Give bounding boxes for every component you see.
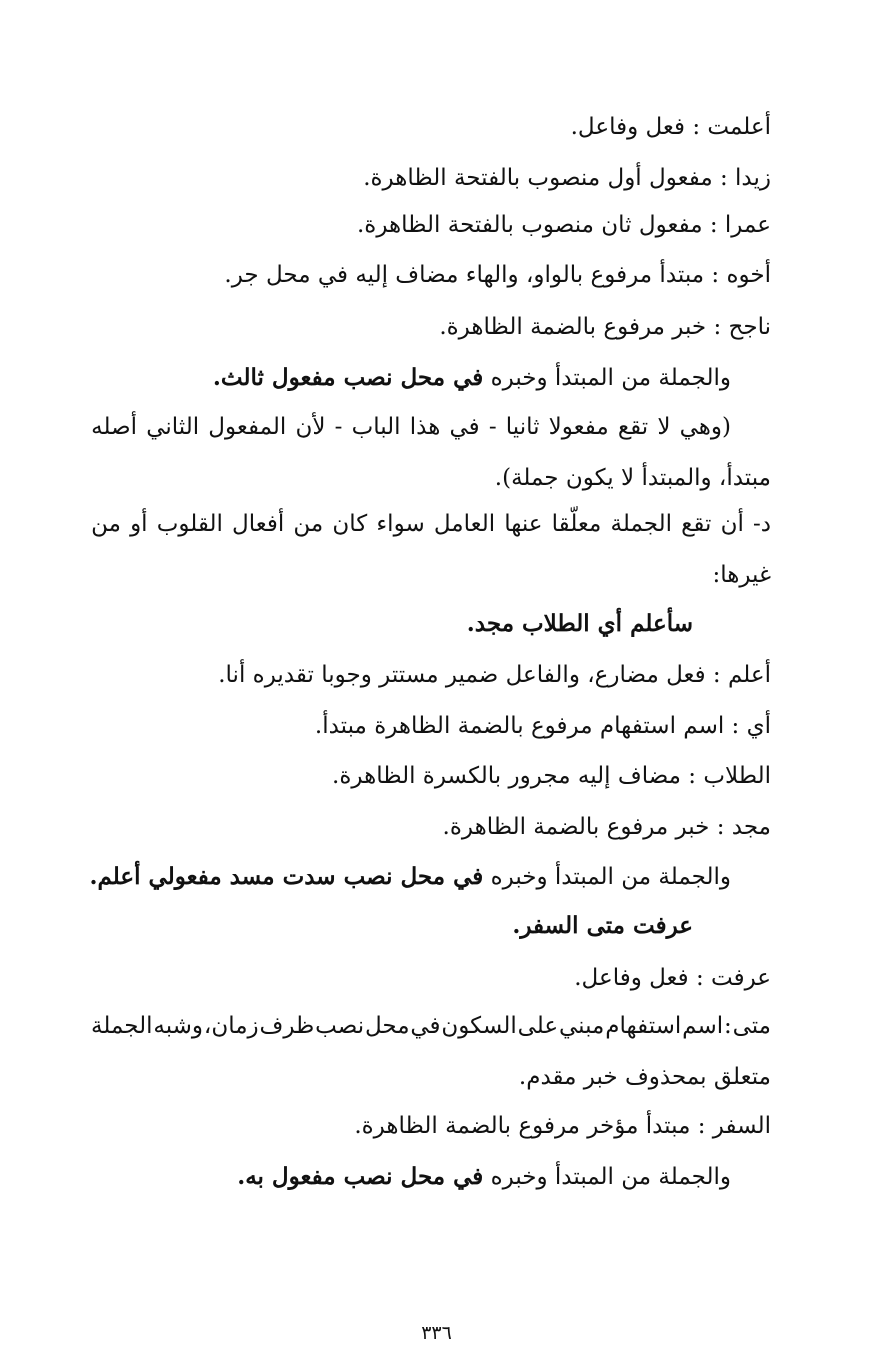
text-line: ناجح : خبر مرفوع بالضمة الظاهرة. xyxy=(439,314,771,340)
text-line: أعلم : فعل مضارع، والفاعل ضمير مستتر وجوبا تقديره أنا. xyxy=(218,662,771,688)
text-line: أعلمت : فعل وفاعل. xyxy=(570,114,771,140)
word: ظرف xyxy=(259,1013,315,1039)
word: سواء xyxy=(376,511,425,537)
word: عنها xyxy=(504,511,543,537)
word: - xyxy=(488,414,497,440)
text-line: متعلق بمحذوف خبر مقدم. xyxy=(518,1064,771,1090)
word: أصله xyxy=(91,414,138,440)
word: على xyxy=(517,1013,559,1039)
bold-text-segment: في محل نصب مفعول به. xyxy=(237,1163,484,1190)
example-sentence: سأعلم أي الطلاب مجد. xyxy=(466,610,693,637)
text-line: مبتدأ، والمبتدأ لا يكون جملة). xyxy=(494,465,771,491)
text-line xyxy=(237,1165,731,1189)
text-line-justified xyxy=(91,513,771,536)
text-line: عرفت : فعل وفاعل. xyxy=(574,965,771,991)
text-line-justified xyxy=(91,1015,771,1038)
word: مفعولا xyxy=(548,414,609,440)
word: ثانيا xyxy=(505,414,540,440)
word: زمان، xyxy=(203,1013,259,1039)
word: د- xyxy=(752,511,771,537)
bold-text-segment: في محل نصب مفعول ثالث. xyxy=(212,364,484,391)
word: المفعول xyxy=(208,414,287,440)
word: تقع xyxy=(681,511,712,537)
word: في xyxy=(449,414,480,440)
text-line: غيرها: xyxy=(712,562,771,588)
page-number: ٣٣٦ xyxy=(421,1322,452,1344)
word: هذا xyxy=(409,414,441,440)
text-line: أخوه : مبتدأ مرفوع بالواو، والهاء مضاف إليه في محل جر. xyxy=(224,262,771,288)
text-line: السفر : مبتدأ مؤخر مرفوع بالضمة الظاهرة. xyxy=(354,1113,771,1139)
word: من xyxy=(91,511,121,537)
word: مبني xyxy=(559,1013,605,1039)
word: القلوب xyxy=(156,511,223,537)
text-segment: والجملة من المبتدأ وخبره xyxy=(483,1164,731,1190)
word: لا xyxy=(657,414,671,440)
word: الجملة xyxy=(610,511,672,537)
word: وشبه xyxy=(153,1013,204,1039)
word: (وهي xyxy=(679,414,731,440)
bold-text-segment: في محل نصب سدت مسد مفعولي أعلم. xyxy=(89,863,484,890)
text-line: مجد : خبر مرفوع بالضمة الظاهرة. xyxy=(442,814,771,840)
text-segment: والجملة من المبتدأ وخبره xyxy=(483,365,731,391)
word: كان xyxy=(332,511,368,537)
text-segment: والجملة من المبتدأ وخبره xyxy=(483,864,731,890)
text-line: زيدا : مفعول أول منصوب بالفتحة الظاهرة. xyxy=(363,165,771,191)
word: الثاني xyxy=(146,414,200,440)
word: - xyxy=(334,414,343,440)
word: أفعال xyxy=(232,511,285,537)
text-line xyxy=(89,865,731,889)
example-sentence: عرفت متى السفر. xyxy=(512,912,693,939)
word: أو xyxy=(130,511,148,537)
word: من xyxy=(293,511,324,537)
word: اسم xyxy=(682,1013,724,1039)
word: لأن xyxy=(295,414,326,440)
word: الباب xyxy=(351,414,401,440)
word: العامل xyxy=(433,511,496,537)
text-line: الطلاب : مضاف إليه مجرور بالكسرة الظاهرة. xyxy=(332,763,771,789)
text-line xyxy=(213,366,731,390)
word: أن xyxy=(720,511,744,537)
word: محل xyxy=(364,1013,410,1039)
word: متى xyxy=(732,1013,771,1039)
word: استفهام xyxy=(605,1013,682,1039)
word: تقع xyxy=(617,414,649,440)
word: نصب xyxy=(315,1013,365,1039)
word: : xyxy=(723,1013,732,1039)
word: الجملة xyxy=(91,1013,153,1039)
word: في xyxy=(410,1013,441,1039)
word: السكون xyxy=(441,1013,517,1039)
text-line: عمرا : مفعول ثان منصوب بالفتحة الظاهرة. xyxy=(356,212,771,238)
word: معلّقا xyxy=(551,511,602,537)
text-line-justified xyxy=(91,416,731,439)
text-line: أي : اسم استفهام مرفوع بالضمة الظاهرة مبتدأ. xyxy=(314,713,771,739)
